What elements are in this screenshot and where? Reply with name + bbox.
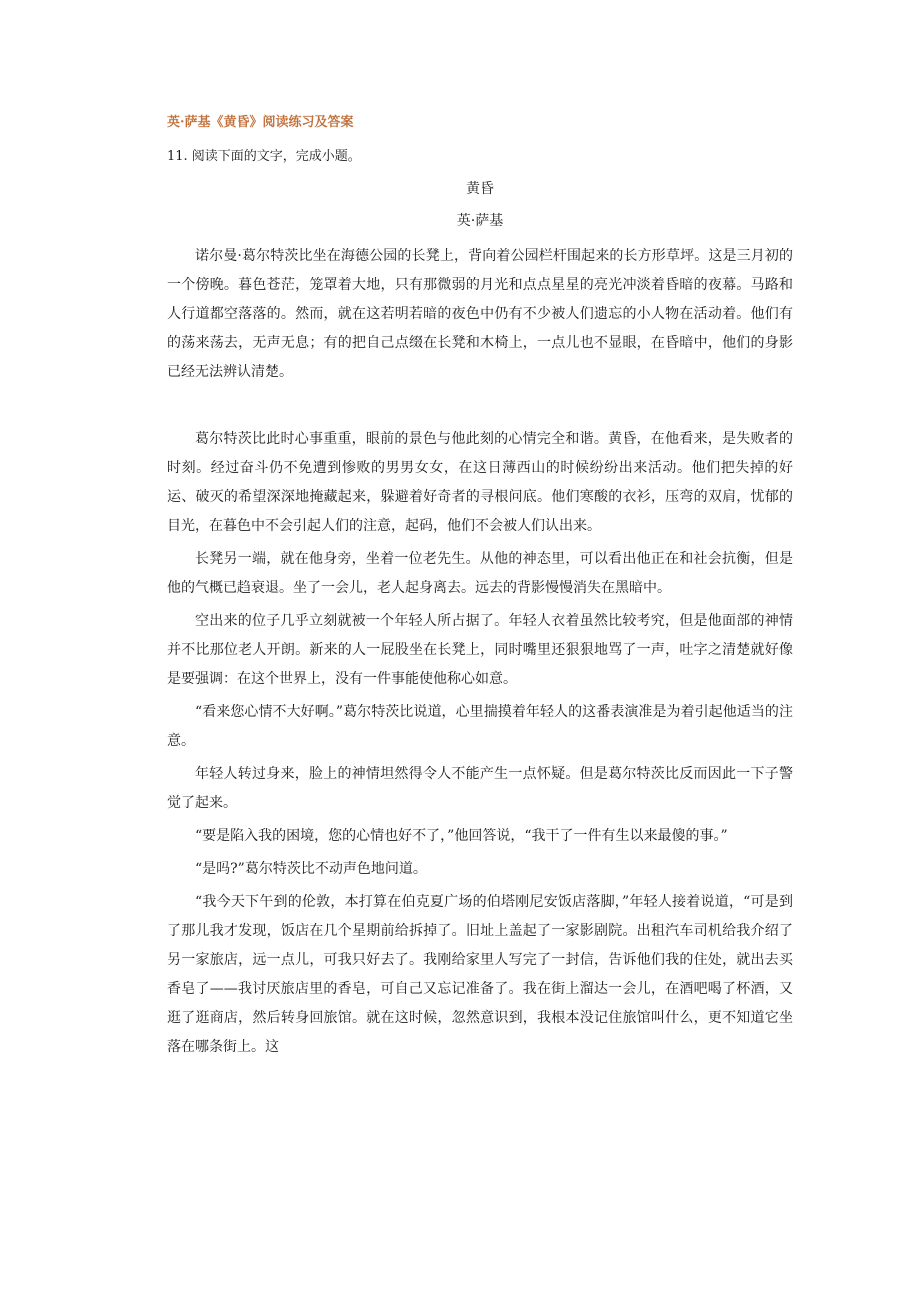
- story-title: 黄昏: [466, 181, 494, 197]
- paragraph: “是吗?”葛尔特茨比不动声色地问道。: [195, 861, 427, 877]
- document-page: [167, 112, 793, 1066]
- paragraph: “看来您心情不大好啊。”葛尔特茨比说道，心里揣摸着年轻人的这番表演准是为着引起他适当的注意。: [167, 704, 793, 749]
- paragraph: “要是陷入我的困境，您的心情也好不了，”他回答说，“我干了一件有生以来最傻的事。”: [195, 828, 728, 844]
- paragraph: 年轻人转过身来，脸上的神情坦然得令人不能产生一点怀疑。但是葛尔特茨比反而因此一下子警觉了起来。: [167, 766, 793, 811]
- paragraph: 长凳另一端，就在他身旁，坐着一位老先生。从他的神态里，可以看出他正在和社会抗衡，但是他的气概已趋衰退。坐了一会儿，老人起身离去。远去的背影慢慢消失在黑暗中。: [167, 551, 793, 596]
- paragraph: 诺尔曼·葛尔特茨比坐在海德公园的长凳上，背向着公园栏杆围起来的长方形草坪。这是三月初的一个傍晚。暮色苍茫，笼罩着大地，只有那微弱的月光和点点星星的亮光冲淡着昏暗的夜幕。马路和人行道都空落落的。然而，就在这若明若暗的夜色中仍有不少被人们遗忘的小人物在活动着。他们有的荡来荡去，无声无息；有的把自己点缀在长凳和木椅上，一点儿也不显眼，在昏暗中，他们的身影已经无法辨认清楚。: [167, 248, 793, 380]
- story-author: 英·萨基: [456, 213, 504, 229]
- question-prompt: 11. 阅读下面的文字，完成小题。: [167, 149, 361, 164]
- paragraph-gap: [167, 391, 793, 425]
- paragraph: “我今天下午到的伦敦，本打算在伯克夏广场的伯塔刚尼安饭店落脚，”年轻人接着说道，“可是到了那儿我才发现，饭店在几个星期前给拆掉了。旧址上盖起了一家影剧院。出租汽车司机给我介绍了另一家旅店，远一点儿，可我只好去了。我刚给家里人写完了一封信，告诉他们我的住处，就出去买香皂了——我讨厌旅店里的香皂，可自己又忘记准备了。我在街上溜达一会儿，在酒吧喝了杯酒，又逛了逛商店，然后转身回旅馆。就在这时候，忽然意识到，我根本没记住旅馆叫什么，更不知道它坐落在哪条街上。这: [167, 894, 793, 1055]
- paragraph: 葛尔特茨比此时心事重重，眼前的景色与他此刻的心情完全和谐。黄昏，在他看来，是失败者的时刻。经过奋斗仍不免遭到惨败的男男女女，在这日薄西山的时候纷纷出来活动。他们把失掉的好运、破灭的希望深深地掩藏起来，躲避着好奇者的寻根问底。他们寒酸的衣衫，压弯的双肩，忧郁的目光，在暮色中不会引起人们的注意，起码，他们不会被人们认出来。: [167, 431, 793, 534]
- paragraph: 空出来的位子几乎立刻就被一个年轻人所占据了。年轻人衣着虽然比较考究，但是他面部的神情并不比那位老人开朗。新来的人一屁股坐在长凳上，同时嘴里还狠狠地骂了一声，吐字之清楚就好像是要强调：在这个世界上，没有一件事能使他称心如意。: [167, 613, 793, 687]
- article-heading: 英·萨基《黄昏》阅读练习及答案: [167, 115, 354, 130]
